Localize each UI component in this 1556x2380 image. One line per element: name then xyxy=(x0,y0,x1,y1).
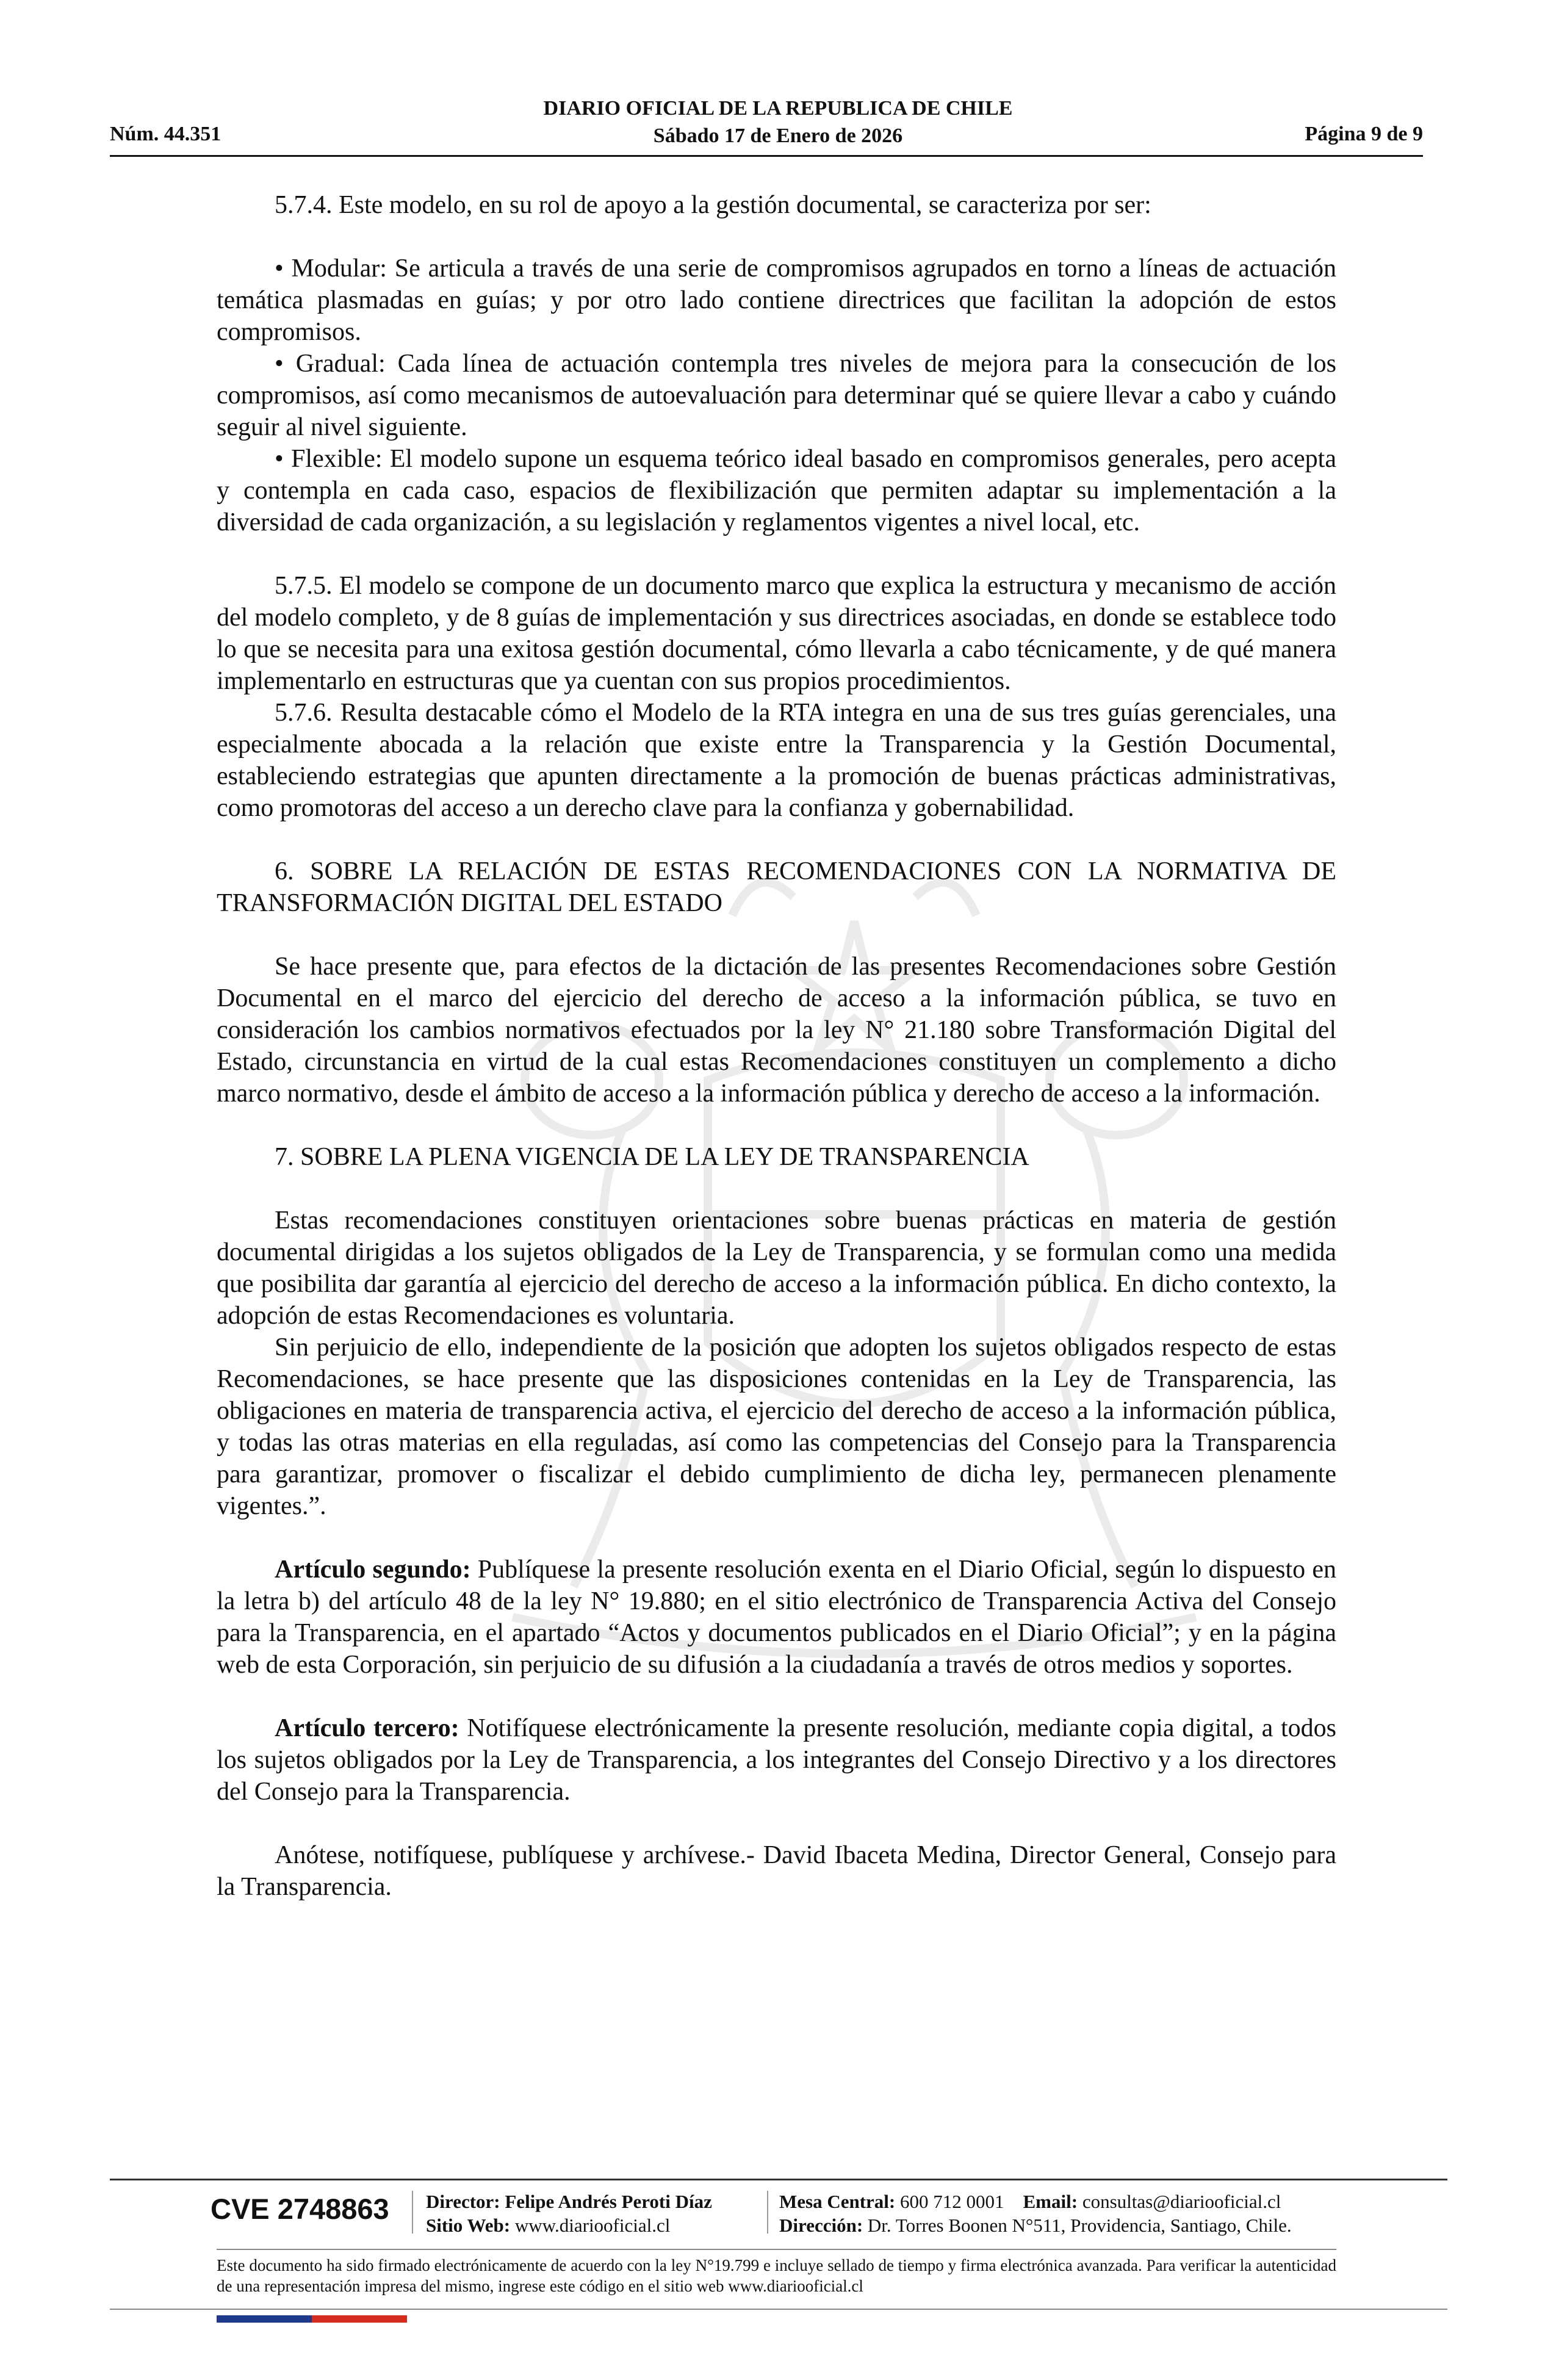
section-6-heading: 6. SOBRE LA RELACIÓN DE ESTAS RECOMENDACIONES CON LA NORMATIVA DE TRANSFORMACIÓN DIGITAL DEL ESTADO xyxy=(217,857,1336,917)
footer-separator xyxy=(412,2191,413,2234)
article-second-label: Artículo segundo: xyxy=(275,1556,471,1584)
page-number: Página 9 de 9 xyxy=(1305,123,1423,145)
director-label: Director: xyxy=(426,2191,500,2212)
article-second xyxy=(217,1554,1336,1681)
footer-rule-top xyxy=(110,2179,1447,2180)
section-7-paragraph-b: Sin perjuicio de ello, independiente de la posición que adopten los sujetos obligados respecto de estas Recomendaciones, se hace presente que las disposiciones contenidas en la Ley de Transparencia, las obligaciones en materia de transparencia activa, el ejercicio del derecho de acceso a la información pública, y todas las otras materias en ella reguladas, así como las competencias del Consejo para la Transparencia para garantizar, promover o fiscalizar el debido cumplimiento de dicha ley, permanecen plenamente vigentes.”. xyxy=(217,1333,1336,1520)
email-label: Email: xyxy=(1023,2191,1078,2212)
address-value: Dr. Torres Boonen N°511, Providencia, Santiago, Chile. xyxy=(867,2215,1292,2236)
section-6-paragraph: Se hace presente que, para efectos de la dictación de las presentes Recomendaciones sobre Gestión Documental en el marco del ejercicio del derecho de acceso a la información pública, se tuvo en consideración los cambios normativos efectuados por la ley N° 21.180 sobre Transformación Digital del Estado, circunstancia en virtud de la cual estas Recomendaciones constituyen un complemento a dicho marco normativo, desde el ámbito de acceso a la información pública y derecho de acceso a la información. xyxy=(217,953,1336,1108)
article-third xyxy=(217,1712,1336,1808)
website-label: Sitio Web: xyxy=(426,2215,511,2236)
article-third-text: Notifíquese electrónicamente la presente resolución, mediante copia digital, a todos los sujetos obligados por la Ley de Transparencia, a los integrantes del Consejo Directivo y a los directores del Consejo para la Transparencia. xyxy=(217,1714,1336,1806)
footer-director-block xyxy=(426,2190,712,2237)
header-rule xyxy=(110,155,1423,157)
cve-code: CVE 2748863 xyxy=(211,2193,389,2225)
article-third-label: Artículo tercero: xyxy=(275,1714,459,1742)
paragraph-5-7-5: 5.7.5. El modelo se compone de un documento marco que explica la estructura y mecanismo de acción del modelo completo, y de 8 guías de implementación y sus directrices asociadas, en donde se establece todo lo que se necesita para una exitosa gestión documental, cómo llevarla a cabo técnicamente, y de qué manera implementarlo en estructuras que ya cuentan con sus propios procedimientos. xyxy=(217,572,1336,695)
mesa-value: 600 712 0001 xyxy=(900,2191,1004,2212)
publication-title: DIARIO OFICIAL DE LA REPUBLICA DE CHILE xyxy=(543,97,1013,120)
bullet-modular: • Modular: Se articula a través de una serie de compromisos agrupados en torno a líneas de actuación temática plasmadas en guías; y por otro lado contiene directrices que facilitan la adopción de estos compromisos. xyxy=(217,254,1336,346)
article-second-text: Publíquese la presente resolución exenta en el Diario Oficial, según lo dispuesto en la letra b) del artículo 48 de la ley N° 19.880; en el sitio electrónico de Transparencia Activa del Consejo para la Transparencia, en el apartado “Actos y documentos publicados en el Diario Oficial”; y en la página web de esta Corporación, sin perjuicio de su difusión a la ciudadanía a través de otros medios y soportes. xyxy=(217,1556,1336,1679)
signature-note: Este documento ha sido firmado electrónicamente de acuerdo con la ley N°19.799 e incluye sellado de tiempo y firma electrónica avanzada. Para verificar la autenticidad de una representación impresa del mismo, ingrese este código en el sitio web www.diariooficial.cl xyxy=(217,2256,1336,2295)
website-link[interactable]: www.diariooficial.cl xyxy=(514,2215,671,2236)
bullet-flexible: • Flexible: El modelo supone un esquema teórico ideal basado en compromisos generales, pero acepta y contempla en cada caso, espacios de flexibilización que permiten adaptar su implementación a la diversidad de cada organización, a su legislación y reglamentos vigentes a nivel local, etc. xyxy=(217,445,1336,536)
section-7-heading: 7. SOBRE LA PLENA VIGENCIA DE LA LEY DE TRANSPARENCIA xyxy=(275,1143,1029,1171)
footer-contact-block xyxy=(779,2190,1292,2237)
address-label: Dirección: xyxy=(779,2215,863,2236)
issue-number: Núm. 44.351 xyxy=(110,123,222,145)
footer-rule-middle xyxy=(217,2249,1336,2250)
flag-red-segment xyxy=(312,2315,407,2323)
director-value: Felipe Andrés Peroti Díaz xyxy=(505,2191,712,2212)
footer-rule-bottom xyxy=(110,2309,1447,2310)
flag-stripe xyxy=(217,2315,407,2323)
flag-blue-segment xyxy=(217,2315,312,2323)
email-link[interactable]: consultas@diariooficial.cl xyxy=(1082,2191,1281,2212)
paragraph-5-7-4: 5.7.4. Este modelo, en su rol de apoyo a la gestión documental, se caracteriza por ser: xyxy=(275,191,1151,219)
mesa-label: Mesa Central: xyxy=(779,2191,896,2212)
footer-separator xyxy=(767,2191,768,2234)
bullet-gradual: • Gradual: Cada línea de actuación contempla tres niveles de mejora para la consecución de los compromisos, así como mecanismos de autoevaluación para determinar qué se quiere llevar a cabo y cuándo seguir al nivel siguiente. xyxy=(217,350,1336,441)
closing-paragraph: Anótese, notifíquese, publíquese y archívese.- David Ibaceta Medina, Director General, Consejo para la Transparencia. xyxy=(217,1841,1336,1901)
section-7-paragraph-a: Estas recomendaciones constituyen orientaciones sobre buenas prácticas en materia de gestión documental dirigidas a los sujetos obligados de la Ley de Transparencia, y se formulan como una medida que posibilita dar garantía al ejercicio del derecho de acceso a la información pública. En dicho contexto, la adopción de estas Recomendaciones es voluntaria. xyxy=(217,1206,1336,1330)
publication-date: Sábado 17 de Enero de 2026 xyxy=(653,124,903,147)
paragraph-5-7-6: 5.7.6. Resulta destacable cómo el Modelo de la RTA integra en una de sus tres guías gerenciales, una especialmente abocada a la relación que existe entre la Transparencia y la Gestión Documental, estableciendo estrategias que apunten directamente a la promoción de buenas prácticas administrativas, como promotoras del acceso a un derecho clave para la confianza y gobernabilidad. xyxy=(217,699,1336,822)
document-body xyxy=(217,189,1336,1903)
